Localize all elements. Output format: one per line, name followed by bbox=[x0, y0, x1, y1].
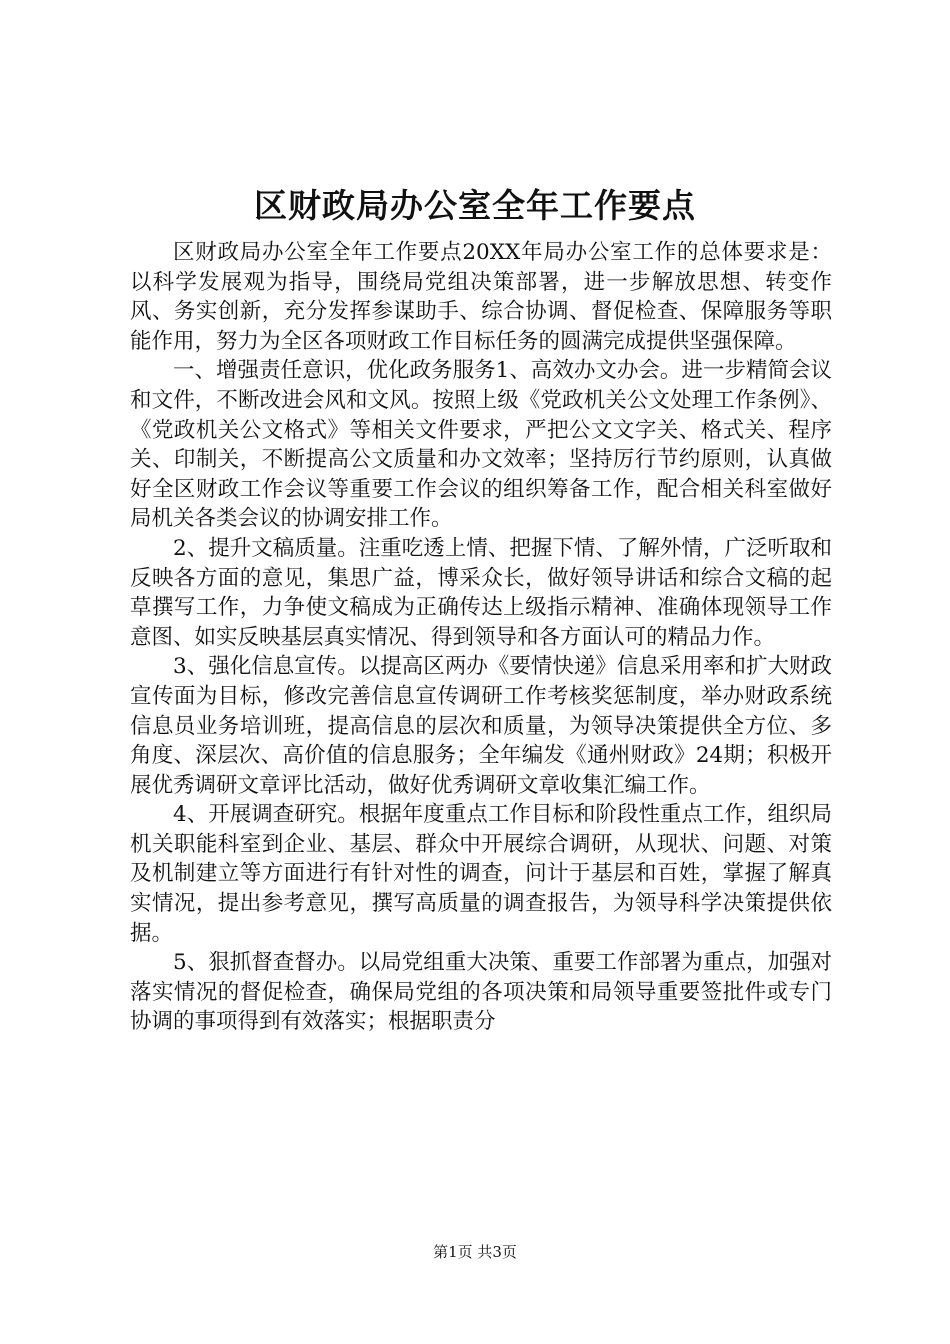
paragraph-intro: 区财政局办公室全年工作要点20XX年局办公室工作的总体要求是：以科学发展观为指导，围绕局党组决策部署，进一步解放思想、转变作风、务实创新，充分发挥参谋助手、综合协调、督促检查、保障服务等职能作用，努力为全区各项财政工作目标任务的圆满完成提供坚强保障。 bbox=[130, 240, 832, 354]
paragraph-item-2: 2、提升文稿质量。注重吃透上情、把握下情、了解外情，广泛听取和反映各方面的意见，集思广益，博采众长，做好领导讲话和综合文稿的起草撰写工作，力争使文稿成为正确传达上级指示精神、准确体现领导工作意图、如实反映基层真实情况、得到领导和各方面认可的精品力作。 bbox=[130, 535, 832, 650]
page-footer: 第1页 共3页 bbox=[433, 1243, 517, 1261]
paragraph-section-1: 一、增强责任意识，优化政务服务1、高效办文办会。进一步精简会议和文件，不断改进会风和文风。按照上级《党政机关公文处理工作条例》、《党政机关公文格式》等相关文件要求，严把公文文字关、格式关、程序关、印制关，不断提高公文质量和办文效率；坚持厉行节约原则，认真做好全区财政工作会议等重要工作会议的组织筹备工作，配合相关科室做好局机关各类会议的协调安排工作。 bbox=[130, 358, 832, 532]
document-title: 区财政局办公室全年工作要点 bbox=[254, 186, 696, 225]
paragraph-item-4: 4、开展调查研究。根据年度重点工作目标和阶段性重点工作，组织局机关职能科室到企业、基层、群众中开展综合调研，从现状、问题、对策及机制建立等方面进行有针对性的调查，问计于基层和百姓，掌握了解真实情况，提出参考意见，撰写高质量的调查报告，为领导科学决策提供依据。 bbox=[130, 802, 832, 946]
paragraph-item-3: 3、强化信息宣传。以提高区两办《要情快递》信息采用率和扩大财政宣传面为目标，修改完善信息宣传调研工作考核奖惩制度，举办财政系统信息员业务培训班，提高信息的层次和质量，为领导决策提供全方位、多角度、深层次、高价值的信息服务；全年编发《通州财政》24期；积极开展优秀调研文章评比活动，做好优秀调研文章收集汇编工作。 bbox=[130, 654, 832, 798]
paragraph-item-5: 5、狠抓督查督办。以局党组重大决策、重要工作部署为重点，加强对落实情况的督促检查，确保局党组的各项决策和局领导重要签批件或专门协调的事项得到有效落实；根据职责分 bbox=[130, 950, 832, 1035]
document-body bbox=[130, 238, 832, 1037]
